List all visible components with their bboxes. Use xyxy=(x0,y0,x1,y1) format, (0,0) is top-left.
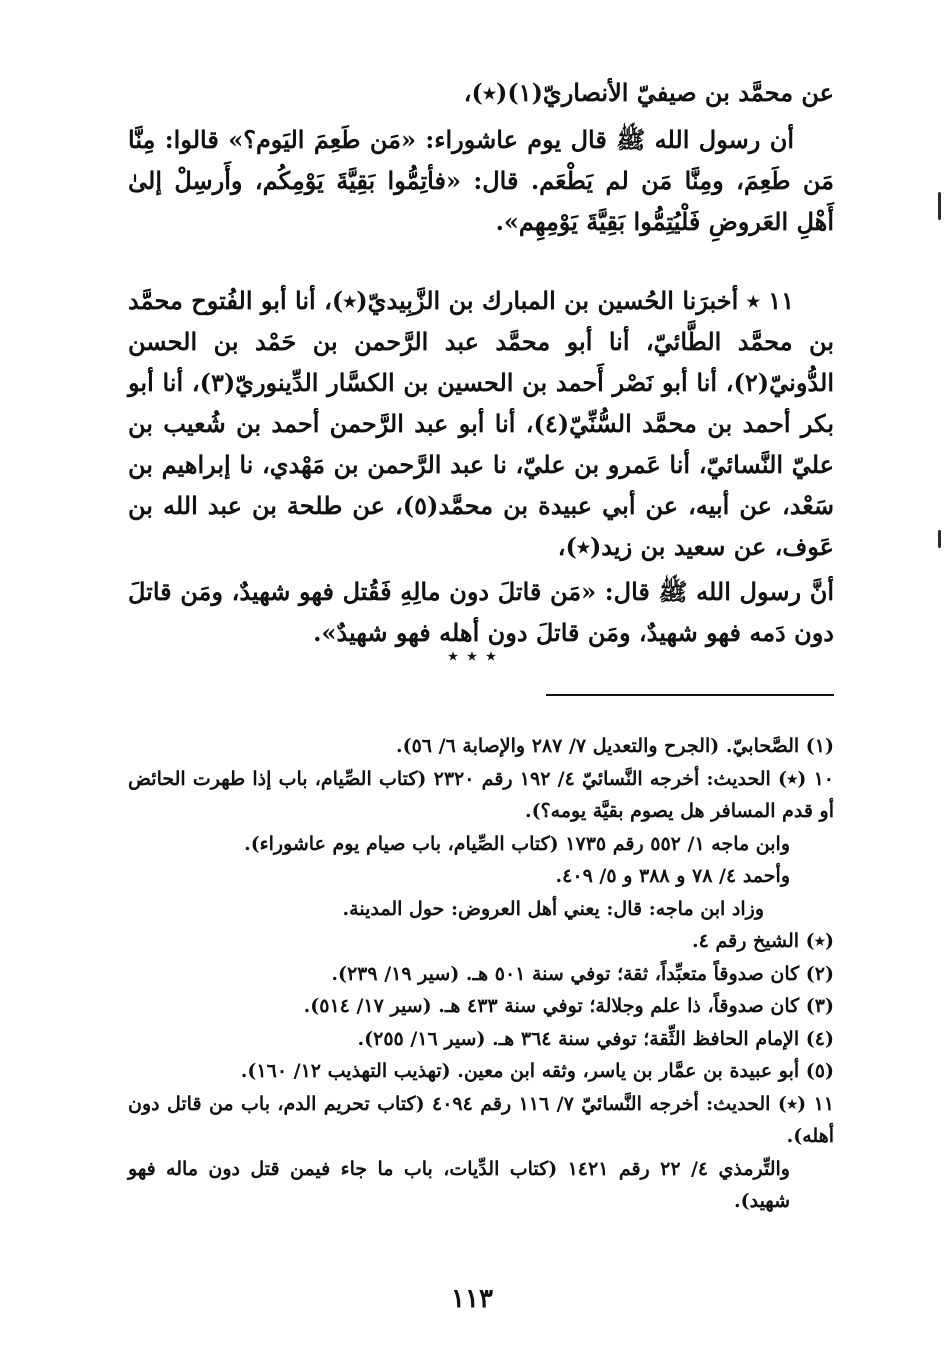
footnote: (١) الصَّحابيّ. (الجرح والتعديل ٧/ ٢٨٧ والإصابة ٦/ ٥٦). xyxy=(395,735,834,757)
hadith-11-isnad: ١١ ٭ أخبرَنا الحُسين بن المبارك بن الزَّبِيديّ(٭)، أنا أبو الفُتوح محمَّد بن محمَّد الطَّائيّ، أنا أبو محمَّد عبد الرَّحمن بن حَمْد بن الحسن الدُّونيّ(٢)، أنا أبو نَصْر أَحمد بن الحسين بن الكسَّار الدِّينوريّ(٣)، أنا أبو بكر أحمد بن محمَّد السُّنِّيّ(٤)، أنا أبو عبد الرَّحمن أحمد بن شُعيب بن عليّ النَّسائيّ، أنا عَمرو بن عليّ، نا عبد الرَّحمن بن مَهْدي، نا إبراهيم بن سَعْد، عن أبيه، عن أبي عبيدة بن محمَّد(٥)، عن طلحة بن عبد الله بن عَوف، عن سعيد بن زيد(٭)، xyxy=(128,286,835,561)
section-separator: ٭ ٭ ٭ xyxy=(447,644,497,669)
footnote: (٥) أبو عبيدة بن عمَّار بن ياسر، وثقه ابن معين. (تهذيب التهذيب ١٢/ ١٦٠). xyxy=(240,1060,834,1082)
hadith-10-block xyxy=(128,72,834,242)
footnote-rule xyxy=(546,694,834,696)
footnotes xyxy=(128,730,834,1218)
footnote: (٤) الإمام الحافظ الثِّقة؛ توفي سنة ٣٦٤ هـ. (سير ١٦/ ٢٥٥). xyxy=(357,1027,834,1050)
footnote: (٭) الشيخ رقم ٤. xyxy=(692,930,834,952)
scan-edge-mark xyxy=(938,530,941,548)
footnote: وأحمد ٤/ ٧٨ و ٣٨٨ و ٥/ ٤٠٩. xyxy=(555,865,790,887)
footnote: وزاد ابن ماجه: قال: يعني أهل العروض: حول المدينة. xyxy=(342,897,764,920)
hadith-11-block xyxy=(128,280,834,653)
page-number: ١١٣ xyxy=(451,1284,493,1314)
footnote: وابن ماجه ١/ ٥٥٢ رقم ١٧٣٥ (كتاب الصِّيام، باب صيام يوم عاشوراء). xyxy=(244,832,790,855)
footnote: (٢) كان صدوقاً متعبِّداً، ثقة؛ توفي سنة ٥٠١ هـ. (سير ١٩/ ٢٣٩). xyxy=(331,962,834,985)
footnote: والتِّرمذي ٤/ ٢٢ رقم ١٤٢١ (كتاب الدِّيات، باب ما جاء فيمن قتل دون ماله فهو شهيد). xyxy=(128,1157,790,1212)
scan-edge-mark xyxy=(938,192,941,220)
footnote: ١٠ (٭) الحديث: أخرجه النَّسائيّ ٤/ ١٩٢ رقم ٢٣٢٠ (كتاب الصِّيام، باب إذا طهرت الحائض أو قدم المسافر هل يصوم بقيَّة يومه؟). xyxy=(128,767,834,822)
hadith-10-text: أن رسول الله ﷺ قال يوم عاشوراء: «مَن طَعِمَ اليَوم؟» قالوا: مِنَّا مَن طَعِمَ، ومِنَّا مَن لم يَطْعَم. قال: «فأتِمُّوا بَقِيَّةَ يَوْمِكُم، وأَرسِلْ إلىٰ أَهْلِ العَروضِ فَلْيُتِمُّوا بَقِيَّةَ يَوْمِهِم». xyxy=(128,125,834,236)
hadith-11-text: أنَّ رسول الله ﷺ قال: «مَن قاتلَ دون مالِهِ فَقُتل فهو شهيدٌ، ومَن قاتلَ دون دَمه فهو شهيدٌ، ومَن قاتلَ دون أهله فهو شهيدٌ». xyxy=(128,577,834,647)
footnote: ١١ (٭) الحديث: أخرجه النَّسائيّ ٧/ ١١٦ رقم ٤٠٩٤ (كتاب تحريم الدم، باب من قاتل دون أهله). xyxy=(128,1092,834,1147)
footnote: (٣) كان صدوقاً، ذا علم وجلالة؛ توفي سنة ٤٣٣ هـ. (سير ١٧/ ٥١٤). xyxy=(303,995,834,1017)
hadith-10-chain-end: عن محمَّد بن صيفيّ الأنصاريّ(١)(٭)، xyxy=(463,78,834,107)
